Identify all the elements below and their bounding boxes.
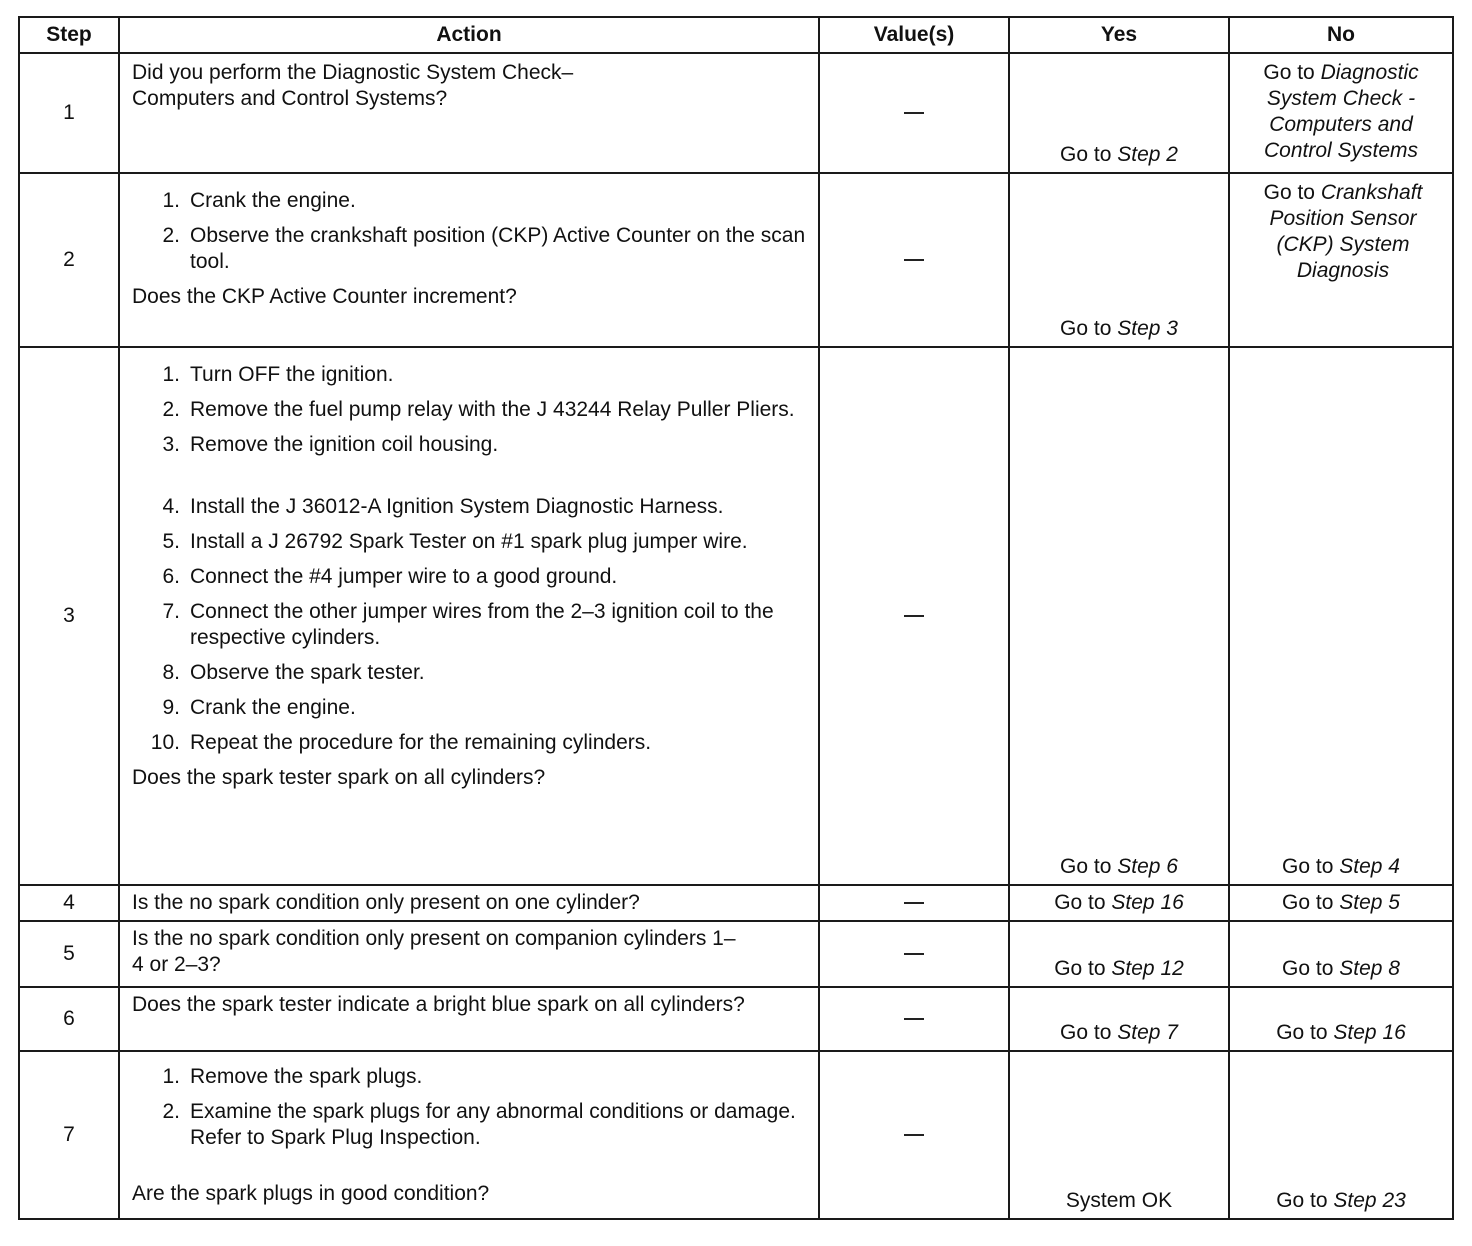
action-item: 8. Observe the spark tester. <box>162 661 425 684</box>
action-item: 7. Connect the other jumper wires from the 2–3 ignition coil to the respective cylinders. <box>162 600 774 649</box>
no-result: Go to Step 4 <box>1282 855 1400 878</box>
yes-result: Go to Step 7 <box>1060 1021 1178 1044</box>
table-row <box>19 173 1453 347</box>
table-row <box>19 347 1453 885</box>
header-row <box>19 17 1453 53</box>
no-result: Go to Diagnostic System Check - Computers and Control Systems <box>1263 61 1419 162</box>
diagnostic-table <box>18 16 1454 1220</box>
step-number: 1 <box>19 53 119 173</box>
value-cell <box>819 347 1009 885</box>
step-number: 2 <box>19 173 119 347</box>
action-item: 4. Install the J 36012-A Ignition System Diagnostic Harness. <box>162 495 724 518</box>
action-cell <box>119 885 819 921</box>
table-row <box>19 885 1453 921</box>
action-item: 6. Connect the #4 jumper wire to a good ground. <box>162 565 618 588</box>
no-cell <box>1229 921 1453 987</box>
step-number: 4 <box>19 885 119 921</box>
yes-result: Go to Step 2 <box>1060 143 1178 166</box>
yes-cell <box>1009 347 1229 885</box>
no-result: Go to Step 5 <box>1282 891 1400 914</box>
value-cell <box>819 885 1009 921</box>
yes-cell <box>1009 173 1229 347</box>
action-question: Does the CKP Active Counter increment? <box>132 285 517 308</box>
yes-cell <box>1009 921 1229 987</box>
action-item: 10. Repeat the procedure for the remaining cylinders. <box>150 731 652 754</box>
action-cell <box>119 347 819 885</box>
yes-result: Go to Step 6 <box>1060 855 1178 878</box>
no-result: Go to Step 23 <box>1276 1189 1406 1212</box>
yes-result: Go to Step 3 <box>1060 317 1178 340</box>
no-cell <box>1229 885 1453 921</box>
action-item: 1. Remove the spark plugs. <box>162 1065 423 1088</box>
header-values: Value(s) <box>819 17 1009 53</box>
header-action: Action <box>119 17 819 53</box>
action-question: Are the spark plugs in good condition? <box>132 1182 490 1205</box>
no-result: Go to Crankshaft Position Sensor (CKP) System Diagnosis <box>1263 181 1423 282</box>
action-cell <box>119 53 819 173</box>
no-result: Go to Step 16 <box>1276 1021 1406 1044</box>
action-item: 2. Examine the spark plugs for any abnormal conditions or damage. Refer to Spark Plug Inspection. <box>162 1100 796 1149</box>
header-yes: Yes <box>1009 17 1229 53</box>
dash-mark <box>904 902 924 904</box>
dash-mark <box>904 1018 924 1020</box>
no-cell <box>1229 347 1453 885</box>
yes-cell <box>1009 1051 1229 1219</box>
table-row <box>19 1051 1453 1219</box>
value-cell <box>819 173 1009 347</box>
action-question: Is the no spark condition only present on companion cylinders 1–4 or 2–3? <box>132 927 736 976</box>
dash-mark <box>904 615 924 617</box>
action-item: 9. Crank the engine. <box>162 696 356 719</box>
yes-cell <box>1009 53 1229 173</box>
step-number: 6 <box>19 987 119 1051</box>
yes-cell <box>1009 885 1229 921</box>
table-row <box>19 53 1453 173</box>
dash-mark <box>904 112 924 114</box>
action-cell <box>119 173 819 347</box>
value-cell <box>819 987 1009 1051</box>
table-row <box>19 987 1453 1051</box>
yes-result: System OK <box>1065 1189 1173 1212</box>
table-row <box>19 921 1453 987</box>
action-item: 1. Turn OFF the ignition. <box>162 363 394 386</box>
yes-result: Go to Step 12 <box>1054 957 1184 980</box>
value-cell <box>819 53 1009 173</box>
value-cell <box>819 1051 1009 1219</box>
header-step: Step <box>19 17 119 53</box>
action-item: 3. Remove the ignition coil housing. <box>162 433 499 456</box>
action-cell <box>119 921 819 987</box>
action-item: 2. Remove the fuel pump relay with the J 43244 Relay Puller Pliers. <box>162 398 795 421</box>
dash-mark <box>904 1134 924 1136</box>
no-cell <box>1229 1051 1453 1219</box>
header-no: No <box>1229 17 1453 53</box>
no-result: Go to Step 8 <box>1282 957 1400 980</box>
action-question: Does the spark tester spark on all cylinders? <box>132 766 546 789</box>
action-item: 2. Observe the crankshaft position (CKP) Active Counter on the scan tool. <box>162 224 806 273</box>
yes-result: Go to Step 16 <box>1054 891 1184 914</box>
no-cell <box>1229 987 1453 1051</box>
dash-mark <box>904 953 924 955</box>
action-question: Does the spark tester indicate a bright blue spark on all cylinders? <box>132 993 745 1016</box>
step-number: 5 <box>19 921 119 987</box>
step-number: 3 <box>19 347 119 885</box>
action-cell <box>119 987 819 1051</box>
action-item: 5. Install a J 26792 Spark Tester on #1 spark plug jumper wire. <box>162 530 748 553</box>
action-question: Is the no spark condition only present on one cylinder? <box>132 891 640 914</box>
no-cell <box>1229 173 1453 347</box>
action-question: Did you perform the Diagnostic System Check– Computers and Control Systems? <box>132 61 574 110</box>
step-number: 7 <box>19 1051 119 1219</box>
value-cell <box>819 921 1009 987</box>
action-cell <box>119 1051 819 1219</box>
yes-cell <box>1009 987 1229 1051</box>
no-cell <box>1229 53 1453 173</box>
dash-mark <box>904 259 924 261</box>
action-item: 1. Crank the engine. <box>162 189 356 212</box>
